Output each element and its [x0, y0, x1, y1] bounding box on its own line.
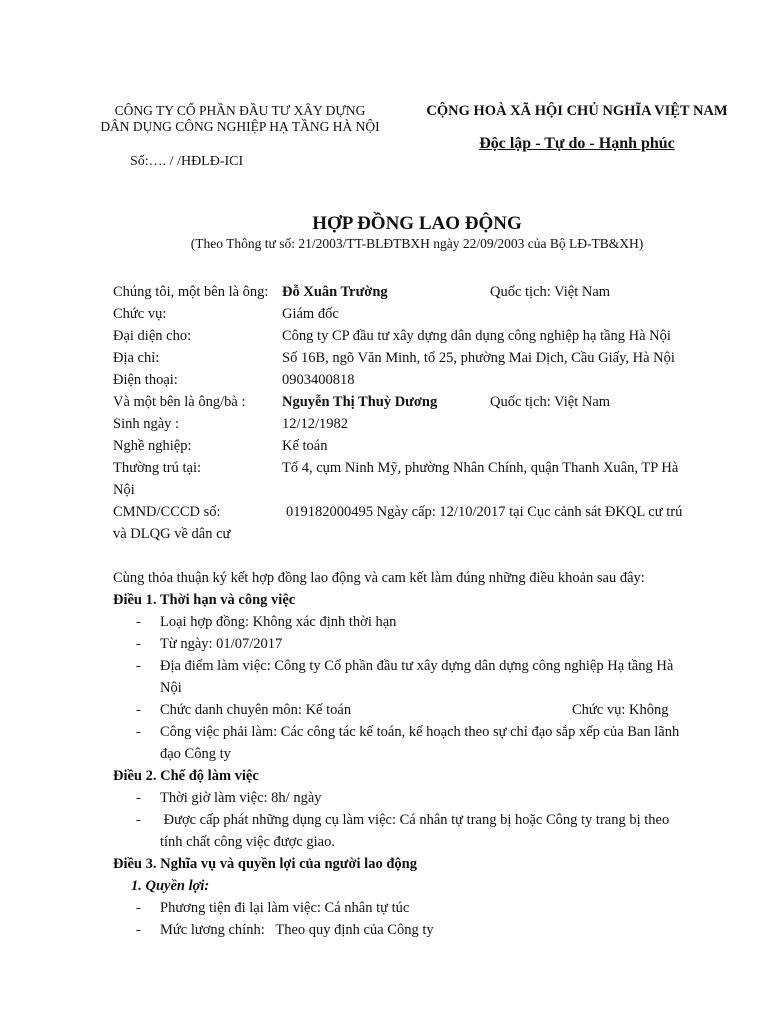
party-b-residence-cont: Nội — [113, 482, 135, 498]
party-b-job-label: Nghề nghiệp: — [113, 438, 192, 454]
party-b-id-label: CMND/CCCD số: — [113, 504, 221, 520]
agreement-text: Cùng thỏa thuận ký kết hợp đồng lao động và cam kết làm đúng những điều khoản sau đây: — [113, 570, 645, 586]
dash-bullet: - — [136, 724, 141, 740]
work-tools-cont: tính chất công việc được giao. — [160, 834, 335, 850]
article-1-heading: Điều 1. Thời hạn và công việc — [113, 592, 296, 608]
party-a-position-label: Chức vụ: — [113, 306, 167, 322]
party-b-id-cont: và DLQG về dân cư — [113, 526, 231, 542]
party-b-name: Nguyễn Thị Thuỳ Dương — [282, 394, 438, 410]
dash-bullet: - — [136, 922, 141, 938]
job-position: Chức vụ: Không — [572, 702, 669, 718]
work-tools: Được cấp phát những dụng cụ làm việc: Cá nhân tự trang bị hoặc Công ty trang bị theo — [160, 812, 670, 828]
work-place: Địa điểm làm việc: Công ty Cổ phần đầu tư xây dựng dân dựng công nghiệp Hạ tầng Hà — [160, 658, 674, 674]
work-place-cont: Nội — [160, 680, 182, 696]
transport: Phương tiện đi lại làm việc: Cá nhân tự túc — [160, 900, 410, 916]
party-b-residence-label: Thường trú tại: — [113, 460, 202, 476]
party-b-intro-label: Và một bên là ông/bà : — [113, 394, 246, 410]
party-b-job: Kế toán — [282, 438, 328, 454]
party-a-represent: Công ty CP đầu tư xây dựng dân dụng công nghiệp hạ tầng Hà Nội — [282, 328, 671, 344]
start-date: Từ ngày: 01/07/2017 — [160, 636, 283, 652]
job-title: Chức danh chuyên môn: Kế toán — [160, 702, 352, 718]
dash-bullet: - — [136, 702, 141, 718]
party-a-phone: 0903400818 — [282, 372, 355, 388]
party-a-nationality: Quốc tịch: Việt Nam — [490, 284, 611, 300]
party-b-id-value: 019182000495 Ngày cấp: 12/10/2017 tại Cục cảnh sát ĐKQL cư trú — [286, 504, 683, 520]
job-duties-cont: đạo Công ty — [160, 746, 231, 762]
contract-subtitle: (Theo Thông tư số: 21/2003/TT-BLĐTBXH ngày 22/09/2003 của Bộ LĐ-TB&XH) — [190, 236, 644, 251]
rights-subheading: 1. Quyền lợi: — [131, 878, 210, 894]
article-2-heading: Điều 2. Chế độ làm việc — [113, 768, 259, 784]
party-b-dob-label: Sinh ngày : — [113, 416, 180, 432]
company-name-line1: CÔNG TY CỔ PHẦN ĐẦU TƯ XÂY DỰNG — [114, 103, 366, 118]
job-duties: Công việc phải làm: Các công tác kế toán, kế hoạch theo sự chỉ đạo sắp xếp của Ban lãnh — [160, 724, 680, 740]
party-a-address: Số 16B, ngõ Văn Minh, tổ 25, phường Mai Dịch, Cầu Giấy, Hà Nội — [282, 350, 675, 366]
nation-title: CỘNG HOÀ XÃ HỘI CHỦ NGHĨA VIỆT NAM — [426, 103, 728, 119]
motto: Độc lập - Tự do - Hạnh phúc — [479, 135, 675, 152]
contract-type: Loại hợp đồng: Không xác định thời hạn — [160, 614, 397, 630]
party-a-intro-label: Chúng tôi, một bên là ông: — [113, 284, 269, 300]
dash-bullet: - — [136, 812, 141, 828]
party-b-nationality: Quốc tịch: Việt Nam — [490, 394, 611, 410]
working-hours: Thời giờ làm việc: 8h/ ngày — [160, 790, 322, 806]
dash-bullet: - — [136, 614, 141, 630]
party-a-address-label: Địa chỉ: — [113, 350, 160, 366]
company-name-line2: DÂN DỤNG CÔNG NGHIỆP HẠ TẦNG HÀ NỘI — [100, 119, 380, 134]
base-salary: Mức lương chính: Theo quy định của Công ty — [160, 922, 434, 938]
party-b-dob: 12/12/1982 — [282, 416, 349, 432]
dash-bullet: - — [136, 636, 141, 652]
dash-bullet: - — [136, 658, 141, 674]
dash-bullet: - — [136, 790, 141, 806]
party-a-represent-label: Đại diện cho: — [113, 328, 192, 344]
dash-bullet: - — [136, 900, 141, 916]
party-a-position: Giám đốc — [282, 306, 339, 322]
document-number: Số:…. / /HĐLĐ-ICI — [130, 154, 244, 169]
party-b-residence: Tổ 4, cụm Ninh Mỹ, phường Nhân Chính, quận Thanh Xuân, TP Hà — [282, 460, 679, 476]
party-a-name: Đỗ Xuân Trường — [282, 284, 388, 300]
contract-title: HỢP ĐỒNG LAO ĐỘNG — [312, 213, 522, 234]
party-a-phone-label: Điện thoại: — [113, 372, 178, 388]
article-3-heading: Điều 3. Nghĩa vụ và quyền lợi của người lao động — [113, 856, 417, 872]
